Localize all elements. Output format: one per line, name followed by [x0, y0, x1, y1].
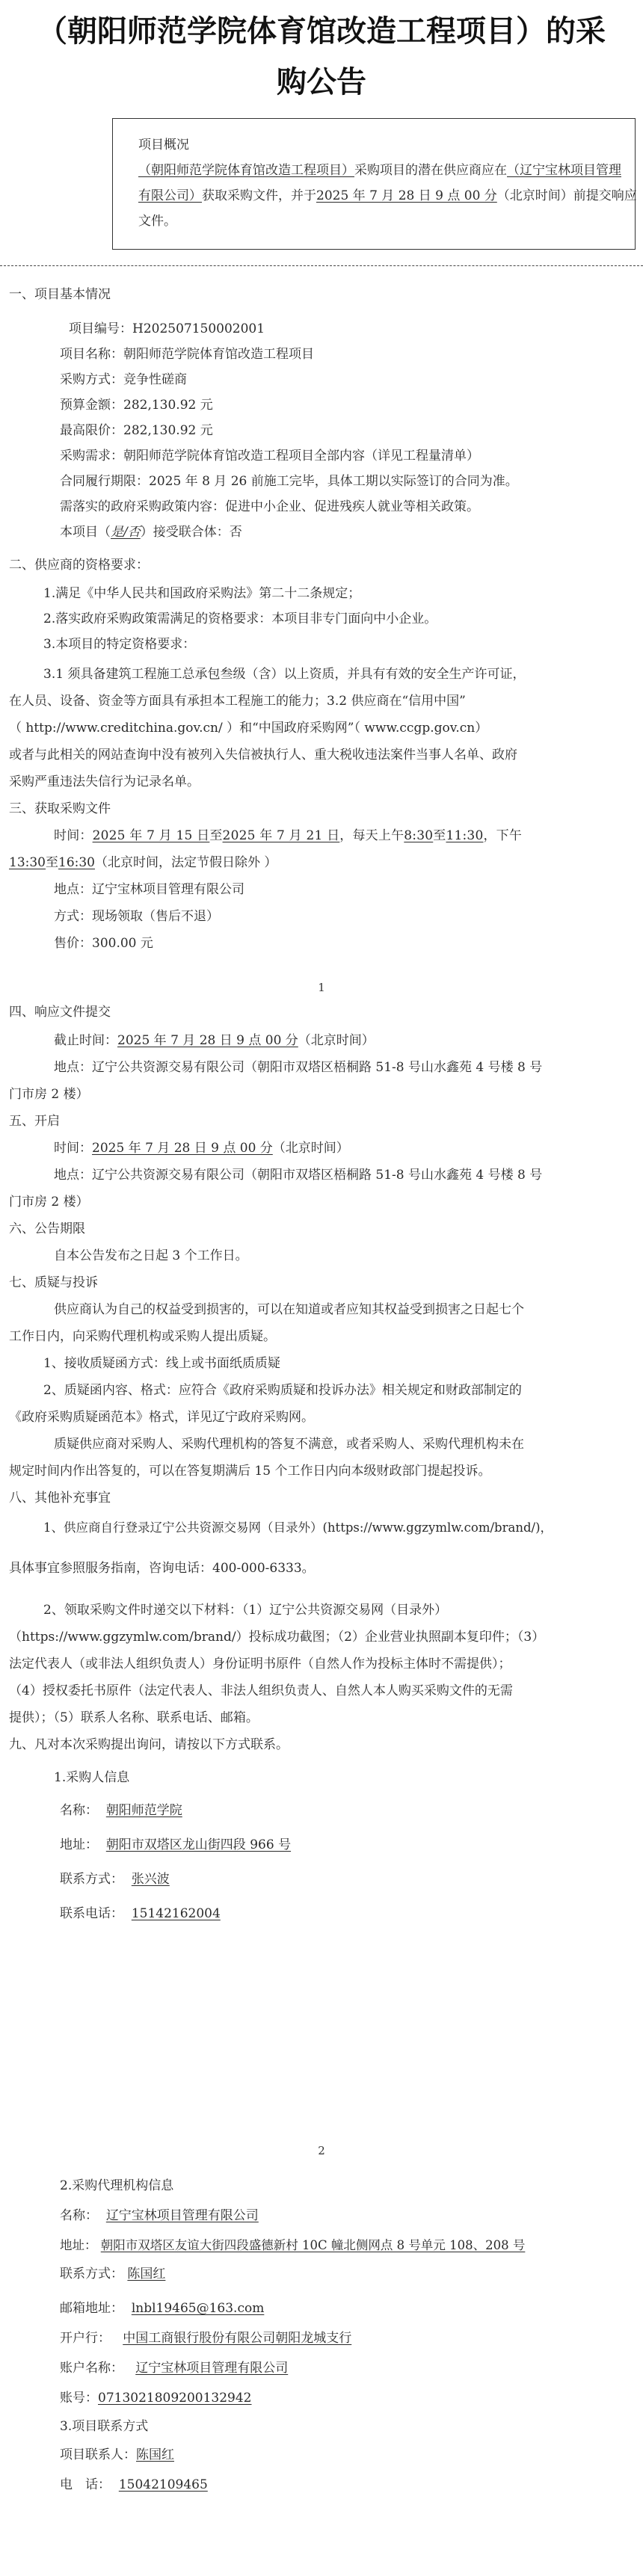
- agency-info-heading: 2.采购代理机构信息: [60, 2178, 174, 2193]
- buyer-info-heading: 1.采购人信息: [54, 1770, 130, 1785]
- qualification-item-3: 3.本项目的特定资格要求：: [43, 637, 196, 652]
- document-place: 地点：辽宁宝林项目管理有限公司: [54, 882, 244, 897]
- complaint-item-2-line: 2、质疑函内容、格式：应符合《政府采购质疑和投诉办法》相关规定和财政部制定的: [43, 1383, 522, 1398]
- qualification-item-1: 1.满足《中华人民共和国政府采购法》第二十二条规定；: [43, 586, 361, 601]
- qualification-para-line: （ http://www.creditchina.gov.cn/ ）和“中国政府采购网”（ www.ccgp.gov.cn）: [9, 721, 488, 736]
- budget-amount: 预算金额：282,130.92 元: [60, 398, 213, 413]
- submission-place-line-1: 地点：辽宁公共资源交易有限公司（朝阳市双塔区梧桐路 51-8 号山水鑫苑 4 号楼 8 号: [54, 1060, 543, 1075]
- complaint-para-line: 供应商认为自己的权益受到损害的，可以在知道或者应知其权益受到损害之日起七个: [54, 1302, 524, 1317]
- supplement-item-2-line: 提供）；（5）联系人名称、联系电话、邮箱。: [9, 1710, 259, 1725]
- agency-email: 邮箱地址： lnbl19465@163.com: [60, 2301, 265, 2316]
- section-7-heading: 七、质疑与投诉: [9, 1275, 98, 1290]
- agency-address: 地址： 朝阳市双塔区友谊大街四段盛德新村 10C 幢北侧网点 8 号单元 108、208 号: [60, 2238, 526, 2252]
- page-number-1: 1: [318, 981, 325, 994]
- procurement-requirement: 采购需求：朝阳师范学院体育馆改造工程项目全部内容（详见工程量清单）: [60, 449, 479, 463]
- page-number-2: 2: [318, 2144, 325, 2157]
- agency-account-name: 账户名称： 辽宁宝林项目管理有限公司: [60, 2361, 289, 2376]
- procurement-method: 采购方式：竞争性磋商: [60, 372, 187, 387]
- consortium-line: 本项目（是/否）接受联合体：否: [60, 525, 242, 540]
- buyer-name: 名称： 朝阳师范学院: [60, 1803, 182, 1818]
- submission-deadline: 截止时间：2025 年 7 月 28 日 9 点 00 分（北京时间）: [54, 1033, 375, 1048]
- agency-bank: 开户行： 中国工商银行股份有限公司朝阳龙城支行: [60, 2331, 352, 2346]
- project-number: 项目编号：H202507150002001: [69, 321, 265, 336]
- overview-place: （辽宁宝林项目管理: [507, 163, 621, 178]
- complaint-para2-line: 规定时间内作出答复的，可以在答复期满后 15 个工作日内向本级财政部门提起投诉。: [9, 1464, 491, 1479]
- qualification-para-line: 或者与此相关的网站查询中没有被列入失信被执行人、重大税收违法案件当事人名单、政府: [9, 748, 517, 762]
- document-time-line-2: 13:30至16:30（北京时间，法定节假日除外 ）: [9, 855, 277, 870]
- complaint-para2-line: 质疑供应商对采购人、采购代理机构的答复不满意，或者采购人、采购代理机构未在: [54, 1437, 524, 1452]
- document-method: 方式：现场领取（售后不退）: [54, 909, 219, 924]
- document-time-line: 时间：2025 年 7 月 15 日至2025 年 7 月 21 日，每天上午8:30至11:30，下午: [54, 828, 523, 843]
- agency-account: 账号：0713021809200132942: [60, 2391, 252, 2406]
- supplement-item-2-line: （4）授权委托书原件（法定代表人、非法人组织负责人、自然人本人购买采购文件的无需: [9, 1683, 513, 1698]
- overview-project-name: （朝阳师范学院体育馆改造工程项目）: [138, 163, 354, 178]
- contract-period: 合同履行期限：2025 年 8 月 26 前施工完毕，具体工期以实际签订的合同为准。: [60, 474, 518, 489]
- max-price: 最高限价：282,130.92 元: [60, 423, 213, 438]
- section-2-heading: 二、供应商的资格要求：: [9, 558, 149, 573]
- project-contact-phone: 电 话： 15042109465: [60, 2477, 208, 2492]
- agency-name: 名称： 辽宁宝林项目管理有限公司: [60, 2208, 259, 2223]
- overview-line-1: （朝阳师范学院体育馆改造工程项目）采购项目的潜在供应商应在（辽宁宝林项目管理: [138, 163, 621, 178]
- project-contact-person: 项目联系人：陈国红: [60, 2447, 174, 2462]
- dashed-separator: [0, 265, 643, 266]
- overview-deadline: 2025 年 7 月 28 日 9 点 00 分: [316, 188, 497, 203]
- buyer-phone: 联系电话： 15142162004: [60, 1906, 221, 1921]
- section-5-heading: 五、开启: [9, 1114, 60, 1129]
- page-title-line-1: （朝阳师范学院体育馆改造工程项目）的采: [37, 14, 606, 49]
- overview-line-2: 有限公司）获取采购文件，并于2025 年 7 月 28 日 9 点 00 分（北京时间）前提交响应: [138, 188, 637, 203]
- qualification-para-line: 采购严重违法失信行为记录名单。: [9, 774, 200, 789]
- opening-place-line-1: 地点：辽宁公共资源交易有限公司（朝阳市双塔区梧桐路 51-8 号山水鑫苑 4 号楼 8 号: [54, 1168, 543, 1183]
- project-name: 项目名称：朝阳师范学院体育馆改造工程项目: [60, 347, 314, 362]
- submission-place-line-2: 门市房 2 楼）: [9, 1087, 89, 1102]
- supplement-item-2-line: 法定代表人（或非法人组织负责人）身份证明书原件（自然人作为投标主体时不需提供）；: [9, 1657, 511, 1671]
- announcement-period: 自本公告发布之日起 3 个工作日。: [54, 1248, 248, 1263]
- complaint-item-2-line: 《政府采购质疑函范本》格式，详见辽宁政府采购网。: [9, 1410, 314, 1425]
- supplement-item-1-line: 具体事宜参照服务指南，咨询电话：400-000-6333。: [9, 1561, 315, 1576]
- section-8-heading: 八、其他补充事宜: [9, 1491, 111, 1506]
- opening-place-line-2: 门市房 2 楼）: [9, 1195, 89, 1210]
- complaint-item-1: 1、接收质疑函方式：线上或书面纸质质疑: [43, 1356, 280, 1371]
- supplement-item-2-line: （https://www.ggzymlw.com/brand/）投标成功截图；（2）企业营业执照副本复印件；（3）: [9, 1630, 545, 1645]
- buyer-contact: 联系方式： 张兴波: [60, 1872, 170, 1887]
- document-price: 售价：300.00 元: [54, 936, 153, 951]
- section-1-heading: 一、项目基本情况: [9, 287, 111, 302]
- policy-content: 需落实的政府采购政策内容：促进中小企业、促进残疾人就业等相关政策。: [60, 499, 479, 514]
- project-overview-box: 项目概况 （朝阳师范学院体育馆改造工程项目）采购项目的潜在供应商应在（辽宁宝林项目管理 有限公司）获取采购文件，并于2025 年 7 月 28 日 9 点 00 分（北京时间）前提交响应 文件。: [112, 118, 636, 250]
- section-9-heading: 九、凡对本次采购提出询问，请按以下方式联系。: [9, 1737, 289, 1752]
- section-4-heading: 四、响应文件提交: [9, 1005, 111, 1020]
- opening-time: 时间：2025 年 7 月 28 日 9 点 00 分（北京时间）: [54, 1141, 349, 1156]
- supplement-item-2-line: 2、领取采购文件时递交以下材料：（1）辽宁公共资源交易网（目录外）: [43, 1603, 448, 1618]
- section-3-heading: 三、获取采购文件: [9, 801, 111, 816]
- page-title-line-2: 购公告: [277, 65, 366, 99]
- overview-heading: 项目概况: [138, 138, 189, 152]
- section-6-heading: 六、公告期限: [9, 1221, 85, 1236]
- qualification-para-line: 3.1 须具备建筑工程施工总承包叁级（含）以上资质，并具有有效的安全生产许可证，: [43, 667, 526, 682]
- project-contact-heading: 3.项目联系方式: [60, 2419, 149, 2434]
- complaint-para-line: 工作日内，向采购代理机构或采购人提出质疑。: [9, 1329, 276, 1344]
- supplement-item-1-line: 1、供应商自行登录辽宁公共资源交易网（目录外）(https://www.ggzymlw.com/brand/)，: [43, 1520, 553, 1535]
- agency-contact: 联系方式： 陈国红: [60, 2267, 166, 2281]
- qualification-para-line: 在人员、设备、资金等方面具有承担本工程施工的能力；3.2 供应商在“信用中国”: [9, 694, 466, 709]
- qualification-item-2: 2.落实政府采购政策需满足的资格要求：本项目非专门面向中小企业。: [43, 611, 437, 626]
- buyer-address: 地址： 朝阳市双塔区龙山街四段 966 号: [60, 1837, 292, 1852]
